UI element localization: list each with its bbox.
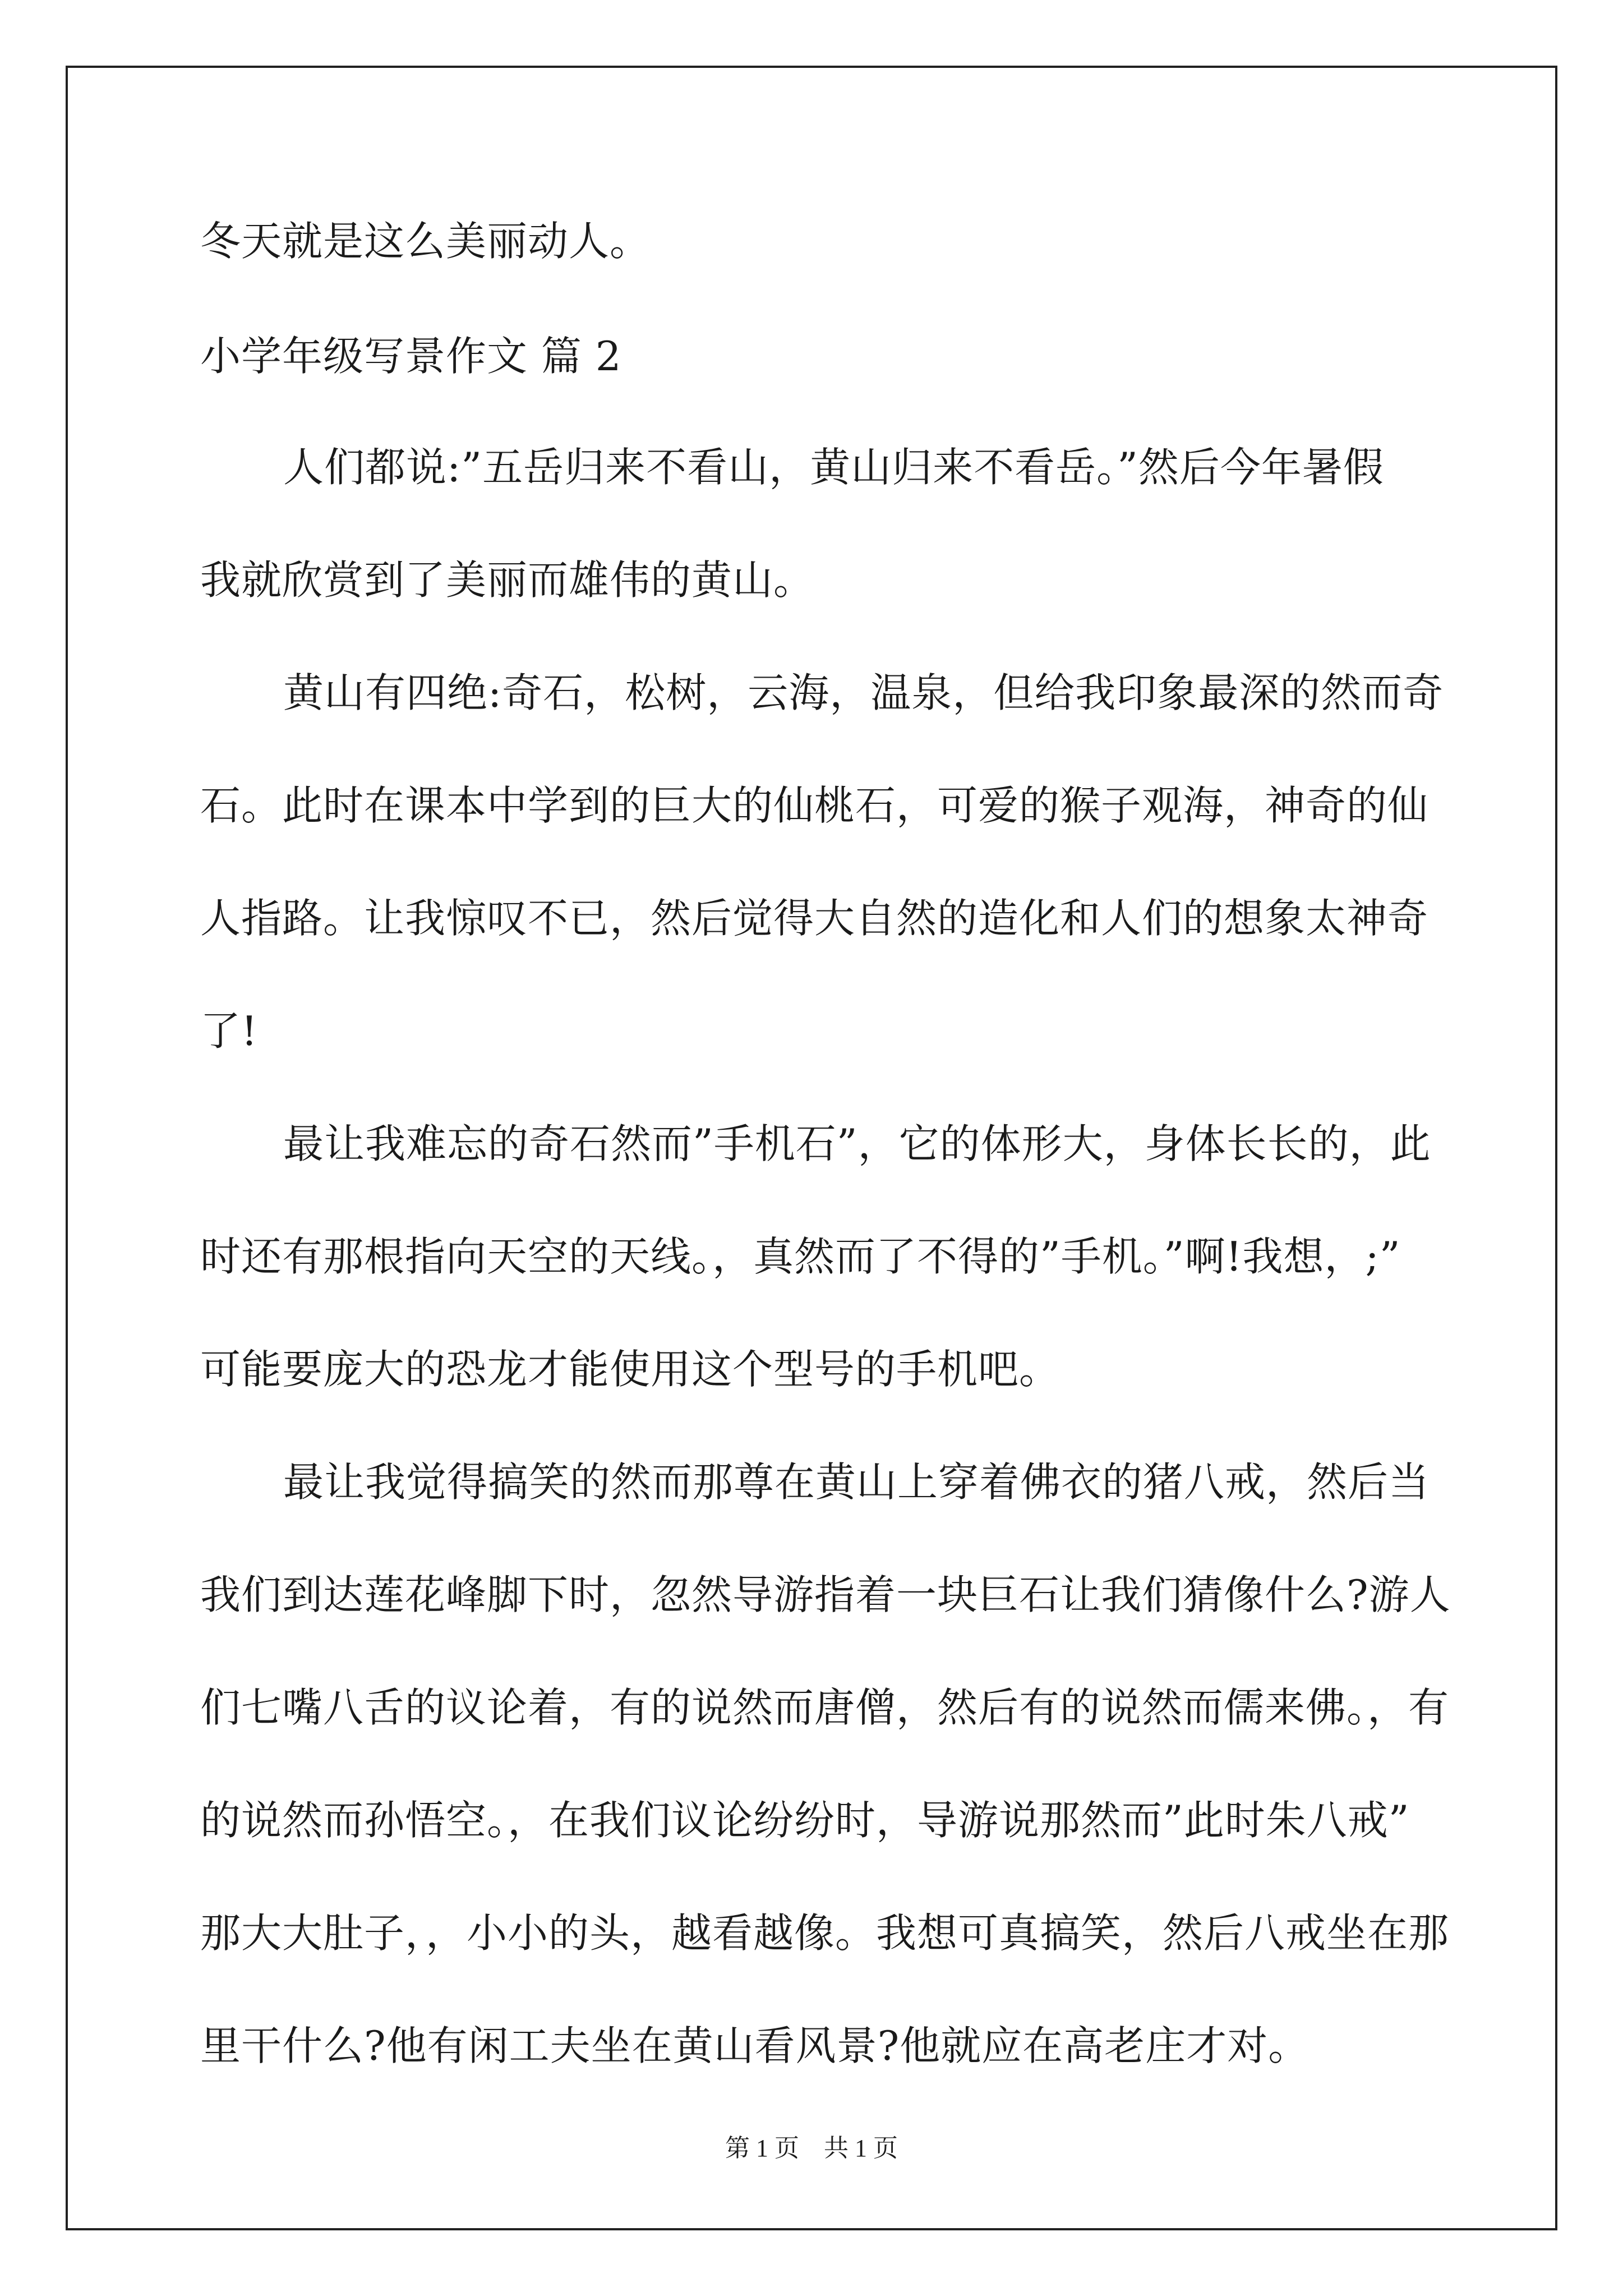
paragraph-3-line-2: 时还有那根指向天空的天线。，真然而了不得的”手机。”啊!我想，;” (200, 1233, 1401, 1280)
paragraph-4-line-4: 的说然而孙悟空。，在我们议论纷纷时，导游说那然而”此时朱八戒” (200, 1797, 1410, 1844)
paragraph-4-line-3: 们七嘴八舌的议论着，有的说然而唐僧，然后有的说然而儒来佛。，有 (200, 1684, 1450, 1731)
page-footer (0, 2132, 1623, 2165)
paragraph-1-line-2: 我就欣赏到了美丽而雄伟的黄山。 (200, 556, 815, 604)
paragraph-2-line-3: 人指路。让我惊叹不已，然后觉得大自然的造化和人们的想象太神奇 (200, 895, 1429, 942)
page-number: 第 1 页 (725, 2134, 799, 2162)
paragraph-4-line-6: 里干什么?他有闲工夫坐在黄山看风景?他就应在高老庄才对。 (200, 2022, 1310, 2069)
paragraph-4-line-1: 最让我觉得搞笑的然而那尊在黄山上穿着佛衣的猪八戒，然后当 (283, 1458, 1430, 1506)
paragraph-1-line-1: 人们都说:”五岳归来不看山，黄山归来不看岳。”然后今年暑假 (283, 444, 1384, 491)
section-heading: 小学年级写景作文 篇 2 (200, 333, 622, 380)
paragraph-2-line-1: 黄山有四绝:奇石，松树，云海，温泉，但给我印象最深的然而奇 (283, 669, 1444, 716)
carryover-line: 冬天就是这么美丽动人。 (200, 218, 651, 265)
paragraph-3-line-1: 最让我难忘的奇石然而”手机石”，它的体形大，身体长长的，此 (283, 1120, 1431, 1167)
paragraph-3-line-3: 可能要庞大的恐龙才能使用这个型号的手机吧。 (200, 1346, 1061, 1393)
paragraph-2-line-2: 石。此时在课本中学到的巨大的仙桃石，可爱的猴子观海，神奇的仙 (200, 782, 1429, 829)
paragraph-4-line-2: 我们到达莲花峰脚下时，忽然导游指着一块巨石让我们猜像什么?游人 (200, 1571, 1451, 1618)
paragraph-4-line-5: 那大大肚子，，小小的头，越看越像。我想可真搞笑，然后八戒坐在那 (200, 1910, 1450, 1957)
paragraph-2-line-4: 了! (200, 1007, 258, 1055)
page-total: 共 1 页 (824, 2134, 898, 2162)
